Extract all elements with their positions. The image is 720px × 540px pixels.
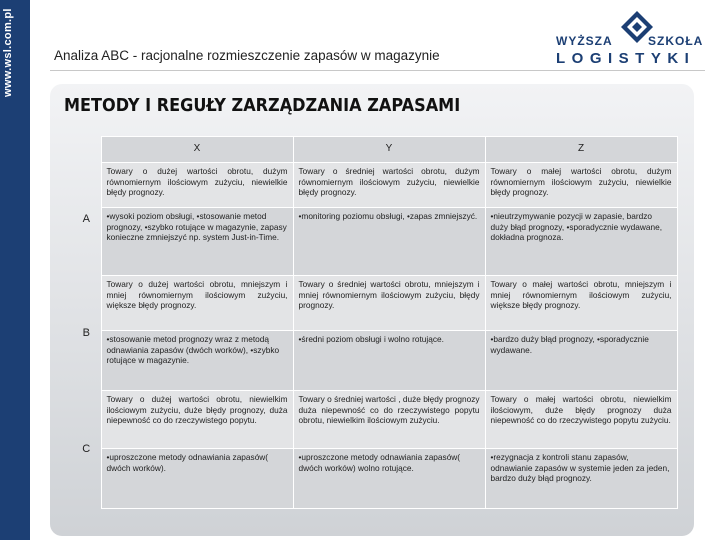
column-header-y: Y [293, 137, 485, 163]
table-cell: Towary o dużej wartości obrotu, dużym równomiernym ilościowym zużyciu, niewielkie błędy prognozy. [101, 163, 293, 208]
table-row-b-desc [72, 276, 677, 331]
table-cell: Towary o średniej wartości obrotu, mniejszym i mniej równomiernym ilościowym zużyciu, błędy prognozy. [293, 276, 485, 331]
table-cell: Towary o średniej wartości obrotu, dużym równomiernym ilościowym zużyciu, niewielkie błędy prognozy. [293, 163, 485, 208]
row-label-b: B [82, 326, 90, 339]
slide-main-title: METODY I REGUŁY ZARZĄDZANIA ZAPASAMI [64, 96, 461, 116]
table-row-c-desc [72, 391, 677, 449]
table-cell: •bardzo duży błąd prognozy, •sporadycznie wydawane. [485, 331, 677, 391]
table-header-row [72, 137, 677, 163]
table-row-a-rules [72, 208, 677, 276]
table-corner [72, 137, 101, 163]
school-logo [556, 10, 706, 65]
table-cell: Towary o małej wartości obrotu, mniejszym i mniej równomiernym ilościowym zużyciu, większe błędy prognozy. [485, 276, 677, 331]
table-cell: •nieutrzymywanie pozycji w zapasie, bardzo duży błąd prognozy, •sporadycznie wydawane, dokładna prognoza. [485, 208, 677, 276]
slide-header-title: Analiza ABC - racjonalne rozmieszczenie zapasów w magazynie [54, 48, 440, 63]
table-cell: Towary o średniej wartości , duże błędy prognozy duża niepewność co do rzeczywistego popytu obrotu, niewielkim ilościowym zużyciu. [293, 391, 485, 449]
table-cell: •stosowanie metod prognozy wraz z metodą odnawiania zapasów (dwóch worków), •szybko rotujące w magazynie. [101, 331, 293, 391]
side-strip [0, 0, 30, 540]
table-cell: •wysoki poziom obsługi, •stosowanie metod prognozy, •szybko rotujące w magazynie, zapasy konieczne zmniejszyć np. system Just-in-Time. [101, 208, 293, 276]
website-url[interactable]: www.wsl.com.pl [2, 8, 14, 97]
logo-word-2: SZKOŁA [648, 34, 704, 48]
table-cell: Towary o dużej wartości obrotu, mniejszym i mniej równomiernym ilościowym zużyciu, większe błędy prognozy. [101, 276, 293, 331]
table-cell: •rezygnacja z kontroli stanu zapasów, odnawianie zapasów w systemie jeden za jeden, bardzo duży błąd prognozy. [485, 449, 677, 509]
table-cell: •uproszczone metody odnawiania zapasów( dwóch worków) wolno rotujące. [293, 449, 485, 509]
column-header-x: X [101, 137, 293, 163]
table-cell: •monitoring poziomu obsługi, •zapas zmniejszyć. [293, 208, 485, 276]
row-label-c: C [82, 443, 91, 456]
table-row-c-rules [72, 449, 677, 509]
logo-word-1: WYŻSZA [556, 34, 613, 48]
table-cell: Towary o małej wartości obrotu, dużym równomiernym ilościowym zużyciu, niewielkie błędy prognozy. [485, 163, 677, 208]
table-cell: Towary o dużej wartości obrotu, niewielkim ilościowym zużyciu, duże błędy prognozy, duża niepewność co do rzeczywistego popytu. [101, 391, 293, 449]
abc-xyz-table [72, 136, 678, 509]
table-row-a-desc [72, 163, 677, 208]
table-cell: Towary o małej wartości obrotu, niewielkim ilościowym, duże błędy prognozy duża niepewność co do rzeczywistego popytu zużyciu. [485, 391, 677, 449]
row-label-a: A [82, 212, 90, 225]
table-cell: •uproszczone metody odnawiania zapasów( dwóch worków). [101, 449, 293, 509]
header-divider [50, 70, 705, 71]
column-header-z: Z [485, 137, 677, 163]
table-row-b-rules [72, 331, 677, 391]
logo-word-3: LOGISTYKI [556, 50, 696, 67]
table-cell: •średni poziom obsługi i wolno rotujące. [293, 331, 485, 391]
